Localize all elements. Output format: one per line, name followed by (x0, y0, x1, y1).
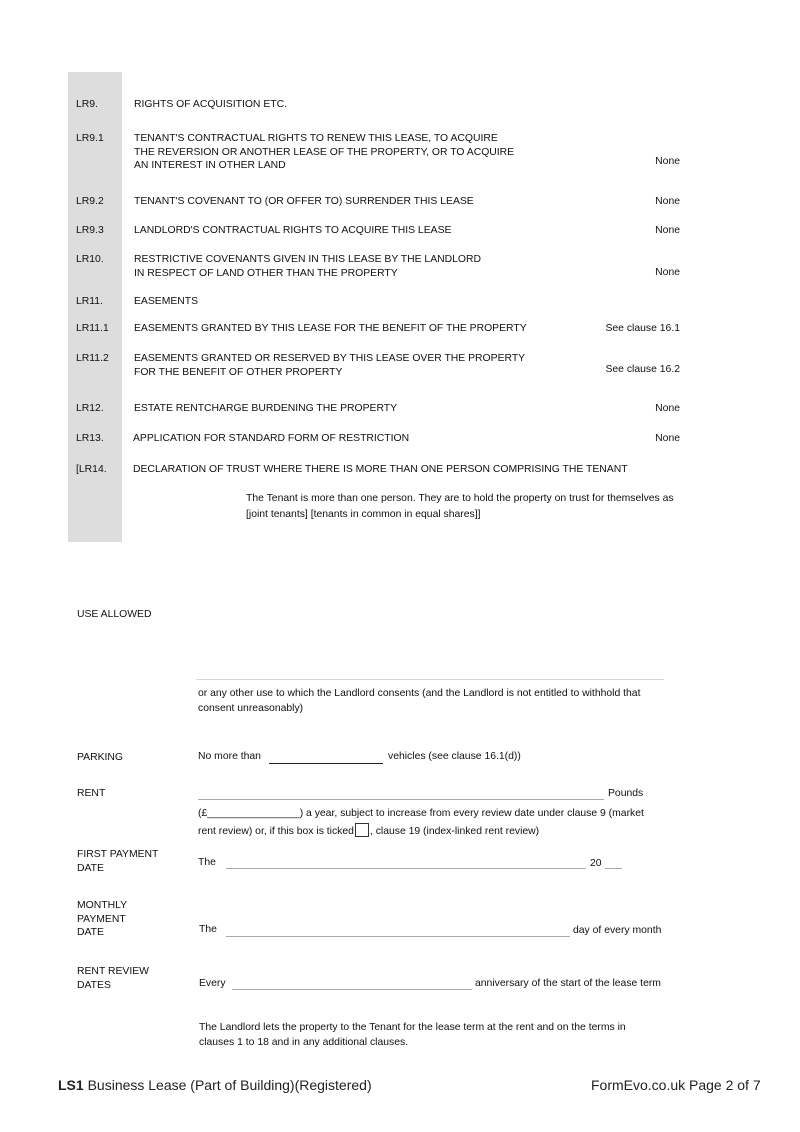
monthly-payment-label (77, 899, 127, 940)
lr-description: EASEMENTS GRANTED BY THIS LEASE FOR THE BENEFIT OF THE PROPERTY (134, 323, 527, 334)
lr-description: ESTATE RENTCHARGE BURDENING THE PROPERTY (134, 403, 398, 414)
label-line: DATE (77, 927, 104, 938)
lr-heading: EASEMENTS (134, 296, 199, 307)
lr-code: LR10. (76, 254, 104, 265)
parking-vehicles-field[interactable] (269, 763, 383, 764)
label-line: RENT REVIEW (77, 966, 149, 977)
use-allowed-field[interactable] (196, 679, 664, 680)
rent-label: RENT (77, 788, 106, 799)
first-payment-label (77, 848, 158, 875)
label-line: DATE (77, 862, 104, 874)
first-payment-year: 20 (590, 858, 602, 869)
lr-description: APPLICATION FOR STANDARD FORM OF RESTRICTION (133, 433, 410, 444)
lr-description-line: EASEMENTS GRANTED OR RESERVED BY THIS LEASE OVER THE PROPERTY (134, 353, 526, 364)
lr-description-line: RESTRICTIVE COVENANTS GIVEN IN THIS LEASE BY THE LANDLORD (134, 254, 482, 265)
footer-page-number: Page 2 of 7 (689, 1077, 761, 1093)
lr-description-line: AN INTEREST IN OTHER LAND (134, 160, 286, 171)
rent-words-field[interactable] (198, 799, 604, 800)
lr-code: LR12. (76, 403, 104, 414)
label-line: FIRST PAYMENT (77, 849, 159, 860)
lr-code: LR11. (76, 296, 103, 307)
parking-suffix: vehicles (see clause 16.1(d)) (388, 751, 521, 762)
lr-code: LR9.2 (76, 196, 104, 207)
lr-value: None (655, 156, 680, 167)
rent-review-anniversary-field[interactable] (232, 989, 472, 990)
rent-review-text: , clause 19 (index-linked rent review) (369, 826, 540, 837)
lr-heading: RIGHTS OF ACQUISITION ETC. (134, 99, 287, 110)
use-allowed-label: USE ALLOWED (77, 609, 152, 620)
lr-code: [LR14. (76, 464, 107, 475)
first-payment-prefix: The (198, 857, 216, 868)
label-line: DATES (77, 979, 111, 991)
footer-form-title (58, 1077, 372, 1093)
lr-value: See clause 16.2 (605, 364, 680, 375)
lr-value: None (655, 433, 680, 444)
lr-code: LR9.1 (76, 133, 104, 144)
index-linked-checkbox[interactable] (355, 823, 369, 837)
monthly-payment-day-field[interactable] (226, 936, 570, 937)
other-use-line: consent unreasonably) (198, 703, 304, 714)
lr-value: None (655, 267, 680, 278)
lr-code: LR13. (76, 433, 104, 444)
monthly-payment-suffix: day of every month (573, 925, 662, 936)
use-allowed-other-use (198, 686, 640, 716)
lr-description (134, 132, 514, 173)
parking-prefix: No more than (198, 751, 261, 762)
parking-label: PARKING (77, 752, 123, 763)
rent-review-prefix: Every (199, 978, 226, 989)
lr-description: TENANT'S COVENANT TO (OR OFFER TO) SURRENDER THIS LEASE (134, 196, 474, 207)
lr-description: LANDLORD'S CONTRACTUAL RIGHTS TO ACQUIRE THIS LEASE (134, 225, 452, 236)
rent-amount-line: (£________________) a year, subject to increase from every review date under clause 9 (market (198, 808, 644, 819)
lr-code: LR11.1 (76, 323, 109, 334)
first-payment-date-field[interactable] (226, 868, 586, 869)
other-use-line: or any other use to which the Landlord consents (and the Landlord is not entitled to withhold that (198, 688, 641, 699)
lr14-note-line: [joint tenants] [tenants in common in equal shares]] (246, 508, 481, 520)
lr-description-line: THE REVERSION OR ANOTHER LEASE OF THE PROPERTY, OR TO ACQUIRE (134, 146, 515, 158)
rent-review-line (198, 823, 539, 837)
letting-statement-line: clauses 1 to 18 and in any additional clauses. (199, 1036, 409, 1048)
rent-review-suffix: anniversary of the start of the lease term (475, 978, 661, 989)
letting-statement-line: The Landlord lets the property to the Tenant for the lease term at the rent and on the terms in (199, 1022, 626, 1033)
label-line: PAYMENT (77, 913, 126, 925)
footer-site[interactable]: FormEvo.co.uk (591, 1077, 686, 1093)
rent-review-text: rent review) or, if this box is ticked (198, 826, 354, 837)
lr-description-line: TENANT'S CONTRACTUAL RIGHTS TO RENEW THIS LEASE, TO ACQUIRE (134, 133, 498, 144)
lr14-trust-note (246, 491, 674, 522)
footer-form-name: Business Lease (Part of Building)(Registered) (87, 1077, 372, 1093)
lr14-note-line: The Tenant is more than one person. They are to hold the property on trust for themselves as (246, 493, 674, 504)
letting-statement (199, 1021, 626, 1050)
lr-code: LR9. (76, 99, 98, 110)
lr-value: None (655, 225, 680, 236)
lr-code: LR11.2 (76, 353, 109, 364)
first-payment-year-field[interactable] (605, 868, 622, 869)
lr-description (134, 253, 481, 280)
lr-description-line: IN RESPECT OF LAND OTHER THAN THE PROPERTY (134, 267, 398, 279)
label-line: MONTHLY (77, 900, 128, 911)
lr-value: None (655, 196, 680, 207)
lr-code: LR9.3 (76, 225, 104, 236)
footer-form-code: LS1 (58, 1077, 84, 1093)
lr-description-line: FOR THE BENEFIT OF OTHER PROPERTY (134, 366, 343, 378)
lr-description (134, 352, 525, 379)
lr-value: None (655, 403, 680, 414)
rent-review-dates-label (77, 965, 149, 992)
monthly-payment-prefix: The (199, 924, 217, 935)
rent-pounds: Pounds (608, 788, 644, 799)
lr-description: DECLARATION OF TRUST WHERE THERE IS MORE THAN ONE PERSON COMPRISING THE TENANT (133, 464, 628, 475)
lr-value: See clause 16.1 (605, 323, 680, 334)
